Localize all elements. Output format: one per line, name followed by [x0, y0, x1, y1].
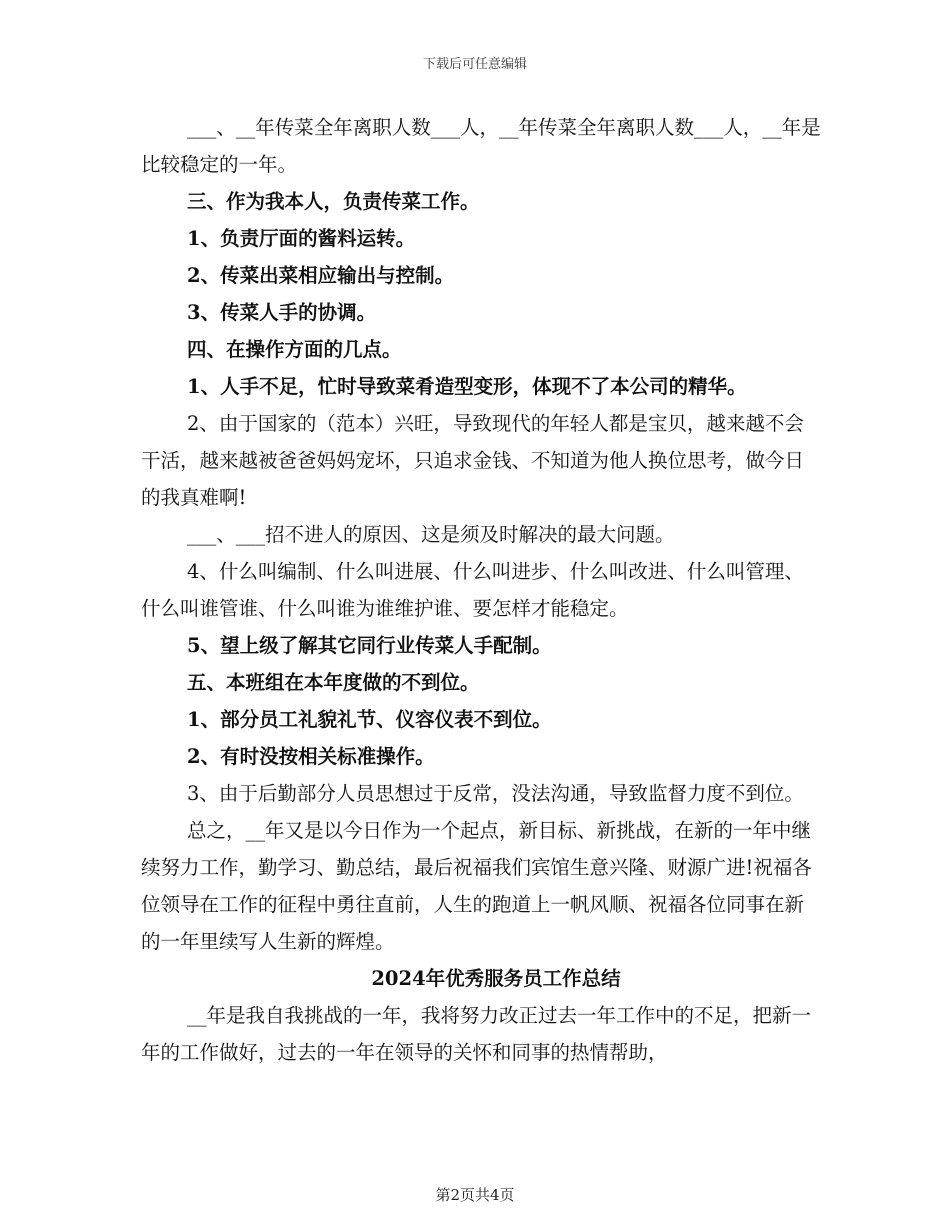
list-item-shortage: 1、人手不足，忙时导致菜肴造型变形，体现不了本公司的精华。 [187, 375, 747, 398]
paragraph-conclusion: 总之，__年又是以今日作为一个起点，新目标、新挑战，在新的一年中继续努力工作，勤学习、勤总结，最后祝福我们宾馆生意兴隆、财源广进!祝福各位领导在工作的征程中勇往直前，人生的跑道上一帆风顺、祝福各位同事在新的一年里续写人生新的辉煌。 [141, 819, 812, 953]
list-item-staffing: 5、望上级了解其它同行业传菜人手配制。 [187, 634, 552, 657]
heading-section-five: 五、本班组在本年度做的不到位。 [187, 671, 480, 694]
heading-section-four: 四、在操作方面的几点。 [187, 338, 402, 361]
list-item-young-people: 2、由于国家的（范本）兴旺，导致现代的年轻人都是宝贝，越来越不会干活，越来越被爸爸妈妈宠坏，只追求金钱、不知道为他人换位思考，做今日的我真难啊! [141, 412, 805, 509]
section-title: 2024年优秀服务员工作总结 [371, 967, 621, 990]
page-footer: 第2页共4页 [435, 1186, 515, 1204]
paragraph-new-year-intro: __年是我自我挑战的一年，我将努力改正过去一年工作中的不足，把新一年的工作做好，过去的一年在领导的关怀和同事的热情帮助， [141, 1004, 812, 1064]
heading-section-three: 三、作为我本人，负责传菜工作。 [187, 190, 480, 213]
list-item-coordination: 3、传菜人手的协调。 [187, 301, 377, 324]
list-item-sauce: 1、负责厅面的酱料运转。 [187, 227, 416, 250]
list-item-recruitment: ___、___招不进人的原因、这是须及时解决的最大问题。 [187, 523, 675, 546]
paragraph-resignation-stats: ___、__年传菜全年离职人数___人，__年传菜全年离职人数___人，__年是比较稳定的一年。 [141, 116, 821, 176]
list-item-management: 4、什么叫编制、什么叫进展、什么叫进步、什么叫改进、什么叫管理、什么叫谁管谁、什么叫谁为谁维护谁、要怎样才能稳定。 [141, 560, 804, 620]
list-item-supervision: 3、由于后勤部分人员思想过于反常，没法沟通，导致监督力度不到位。 [187, 782, 804, 805]
list-item-output-control: 2、传菜出菜相应输出与控制。 [187, 264, 455, 287]
page-header: 下载后可任意编辑 [422, 57, 527, 72]
list-item-standards: 2、有时没按相关标准操作。 [187, 745, 435, 768]
list-item-etiquette: 1、部分员工礼貌礼节、仪容仪表不到位。 [187, 708, 552, 731]
document-body [141, 109, 821, 1071]
